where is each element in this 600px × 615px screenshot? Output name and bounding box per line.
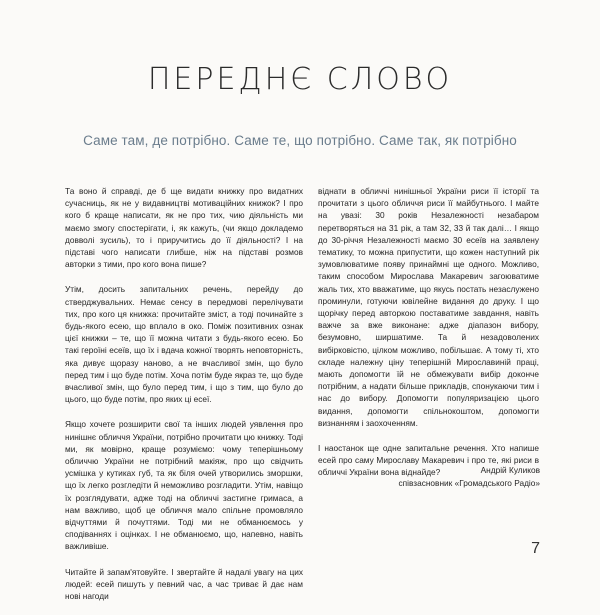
signature [398, 464, 540, 489]
left-column [65, 185, 303, 615]
paragraph: Якщо хочете розширити свої та інших людей уявлення про нинішнє обличчя України, потрібно прочитати цю книжку. Тоді ми, як мовірно, краще розуміємо: чому теперішньому обличчю України не потрібний макіяж, про що свідчить усмішка у кутиках губ, та як біля очей утворились зморшки, що їх легко розгледіти й неможливо розгладити. Утім, навіщо їх розглядувати, адже тоді на обличчі застигне гримаса, а нам важливо, щоб це обличчя мало спільне промовляло відчуттями й почуттями. Тоді ми не обманюємось у сподіваннях і оцінках. І не обманюємо, що, напевно, навіть важливіше. [65, 419, 303, 552]
paragraph: Утім, досить запитальних речень, перейду до стверджувальних. Немає сенсу в передмові перелічувати тих, про кого ця книжка: прочитайте зміст, а тоді починайте з будь-якого есею, що вплало в око. Поміж позитивних ознак цієї книжки – те, що її можна читати з будь-якого есею. Бо такі героїні есеїв, що їх і вдача кожної творять неповторність, яка дивує щоразу наново, а не вчасливої змін, що було перед тим і що буде потім. Хоча потім буде якраз те, що буде вчасливої змін, що було перед тим, і що з тим, що було до цього, що буде потім, про яких ці есеї. [65, 284, 303, 405]
paragraph: Та воно й справді, де б ще видати книжку про видатних сучасниць, як не у видавництві мотиваційних книжок? І про кого б краще написати, як не про тих, чию діяльність ми маємо змогу спостерігати, і, як кажуть, (чи якщо докладемо довволі зусиль), то і приручитись до її діяльності? І на підставі чого написати глибше, ніж на підставі розмов авторки з тими, про кого вона пише? [65, 186, 303, 270]
page-subtitle: Саме там, де потрібно. Саме те, що потрібно. Саме так, як потрібно [83, 133, 517, 148]
page-number: 7 [531, 540, 540, 557]
paragraph: Читайте й запам'ятовуйте. І звертайте й надалі увагу на цих людей: есей пишуть у певний час, а час триває й дає нам нові нагоди [65, 566, 303, 602]
signature-name: Андрій Куликов [480, 465, 540, 475]
page-title: ПЕРЕДНЄ СЛОВО [147, 62, 453, 97]
right-column [318, 185, 539, 492]
signature-role: співзасновник «Громадського Радіо» [398, 477, 540, 488]
paragraph: віднати в обличчі нинішньої України риси її історії та прочитати з цього обличчя риси її майбутнього. І майте на увазі: 30 років Незалежності незабаром перетворяться на 31 рік, а там 32, 33 й так далі… І якщо до 30-річчя Незалежності маємо 30 есеїв на заявлену тематику, то можна припустити, що кожен наступний рік зумовлюватиме появу принаймні ще одного. Можливо, таким способом Мирослава Макаревич загоюватиме жаль тих, хто вважатиме, що якусь постать незаслужено проминули, готуючи ювілейне видання до друку. І що щорічку перед авторкою поставатиме завдання, навіть важче за вже виконане: адже діапазон вибору, безумовно, ширшатиме. Та й незадоволених вибірковістю, цілком можливо, побільшає. А тому ті, хто складе належну ціну теперішній Мирославиній праці, мають допомогти їй не обмежувати вибір доконче потрібним, а надати більше прикладів, спонукаючи тим і нас до вибору. Допомогти популяризацією цього видання, допомогти спільнокоштом, допомогти визнанням і заохоченням. [318, 186, 539, 428]
paragraph: І наостанок ще одне запитальне речення. Хто напише есей про саму Мирославу Макаревич і про те, які риси в обличчі України вона віднайде? [318, 443, 539, 478]
